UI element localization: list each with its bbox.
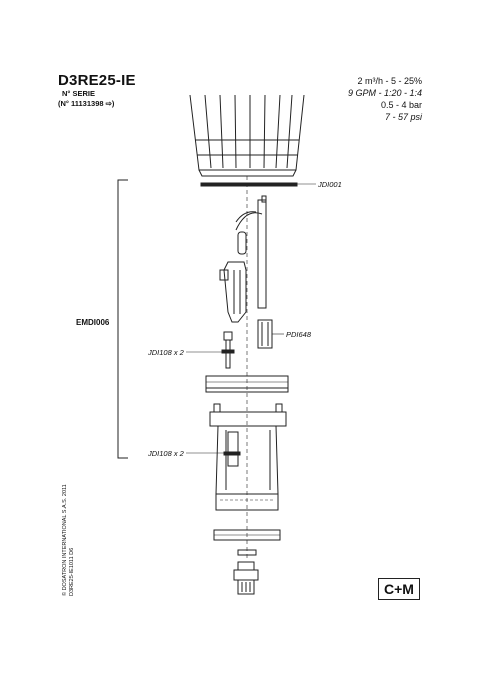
- spec-pressure-psi: 7 - 57 psi: [384, 112, 422, 122]
- copyright-text: © DOSATRON INTERNATIONAL S.A.S. 2011: [62, 484, 68, 596]
- part-label-jdi108-upper: JDI108 x 2: [148, 348, 184, 357]
- part-label-jdi001: JDI001: [318, 180, 342, 189]
- group-label-emdi006: EMDI006: [76, 318, 110, 327]
- cm-logo: C+M: [378, 578, 420, 600]
- spec-flow-imperial: 9 GPM - 1:20 - 1:4: [347, 88, 422, 98]
- serie-label: N° SERIE: [62, 89, 96, 98]
- piston-assembly: [220, 196, 266, 322]
- main-body: [210, 404, 286, 510]
- document-code: D3RE25-IE1011 D6: [69, 547, 75, 596]
- small-valve: [222, 332, 234, 368]
- part-label-jdi108-lower: JDI108 x 2: [148, 449, 184, 458]
- group-bracket: [118, 180, 128, 458]
- strainer-basket: [190, 95, 304, 176]
- spec-pressure-bar: 0.5 - 4 bar: [380, 100, 422, 110]
- bottom-fitting: [234, 562, 258, 594]
- page-title: D3RE25-IE: [58, 72, 136, 89]
- serie-number: (N° 11131398 ⇨): [58, 99, 115, 108]
- part-label-pdi648: PDI648: [286, 330, 312, 339]
- copyright-block: [62, 484, 76, 596]
- spec-flow-metric: 2 m³/h - 5 - 25%: [357, 76, 422, 86]
